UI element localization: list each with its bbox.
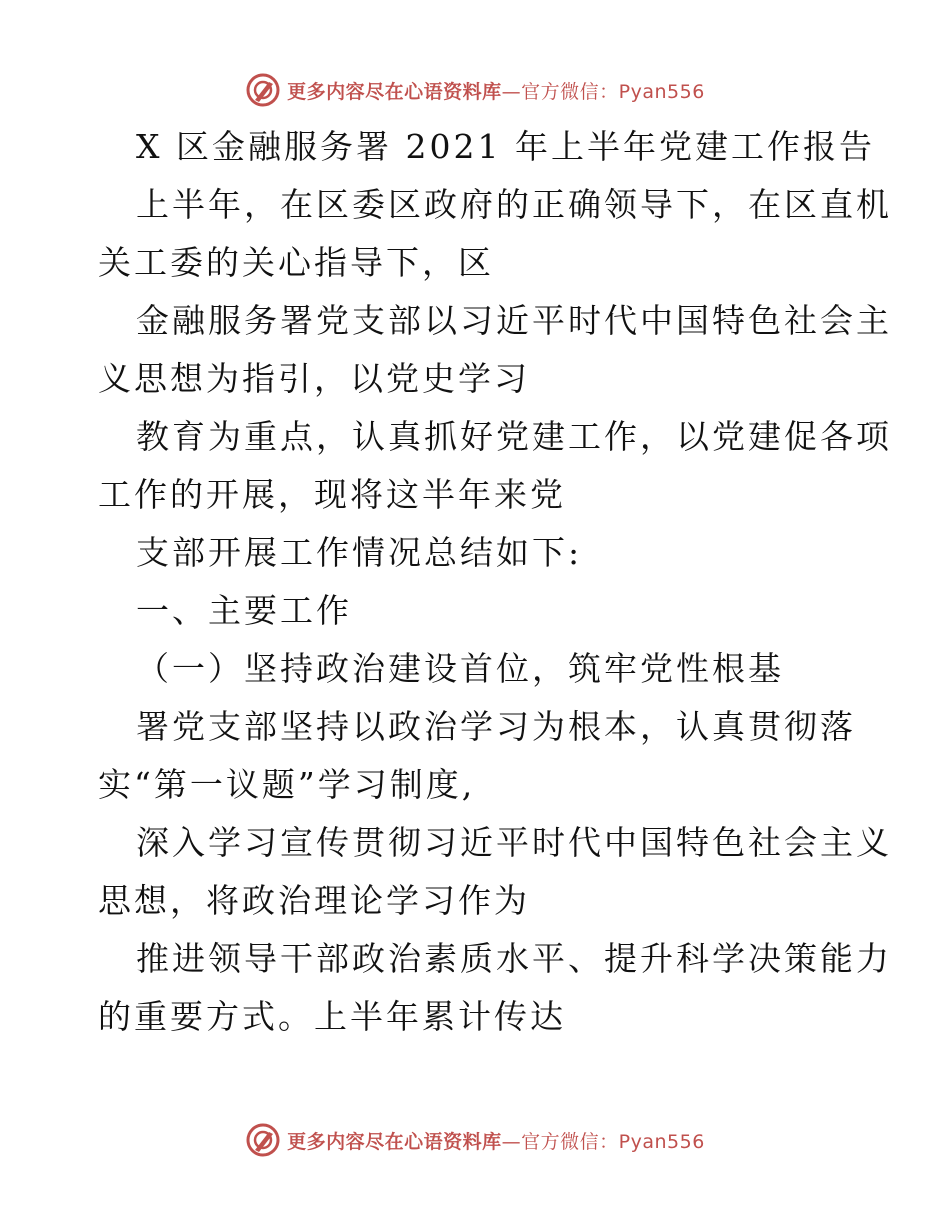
watermark-text: [287, 1127, 705, 1154]
brand-logo-icon: [245, 1122, 281, 1158]
paragraph-line: 深入学习宣传贯彻习近平时代中国特色社会主义: [136, 823, 892, 862]
document-title: X 区金融服务署 2021 年上半年党建工作报告: [136, 127, 875, 166]
paragraph-line: 支部开展工作情况总结如下:: [136, 533, 583, 572]
watermark-banner-top: [0, 70, 950, 110]
paragraph-line: 义思想为指引，以党史学习: [98, 359, 530, 398]
watermark-dash: —: [501, 1130, 522, 1153]
paragraph-line: 推进领导干部政治素质水平、提升科学决策能力: [136, 939, 892, 978]
paragraph-line: 教育为重点，认真抓好党建工作，以党建促各项: [136, 417, 892, 456]
document-body: [98, 118, 892, 1046]
watermark-brand: 更多内容尽在心语资料库: [287, 1130, 502, 1153]
subsection-heading: （一）坚持政治建设首位，筑牢党性根基: [136, 649, 784, 688]
watermark-dash: —: [501, 80, 522, 103]
watermark-text: [287, 77, 705, 104]
paragraph-line: 思想，将政治理论学习作为: [98, 881, 530, 920]
watermark-brand: 更多内容尽在心语资料库: [287, 80, 502, 103]
paragraph-line: 上半年，在区委区政府的正确领导下，在区直机: [136, 185, 892, 224]
paragraph-line: 工作的开展，现将这半年来党: [98, 475, 566, 514]
paragraph-line: 实“第一议题”学习制度,: [98, 765, 476, 804]
brand-logo-icon: [245, 72, 281, 108]
paragraph-line: 关工委的关心指导下，区: [98, 243, 494, 282]
section-heading: 一、主要工作: [136, 591, 352, 630]
paragraph-line: 署党支部坚持以政治学习为根本，认真贯彻落: [136, 707, 856, 746]
paragraph-line: 的重要方式。上半年累计传达: [98, 997, 566, 1036]
watermark-contact: 官方微信：Pyan556: [521, 80, 705, 103]
watermark-contact: 官方微信：Pyan556: [521, 1130, 705, 1153]
watermark-banner-bottom: [0, 1120, 950, 1160]
paragraph-line: 金融服务署党支部以习近平时代中国特色社会主: [136, 301, 892, 340]
